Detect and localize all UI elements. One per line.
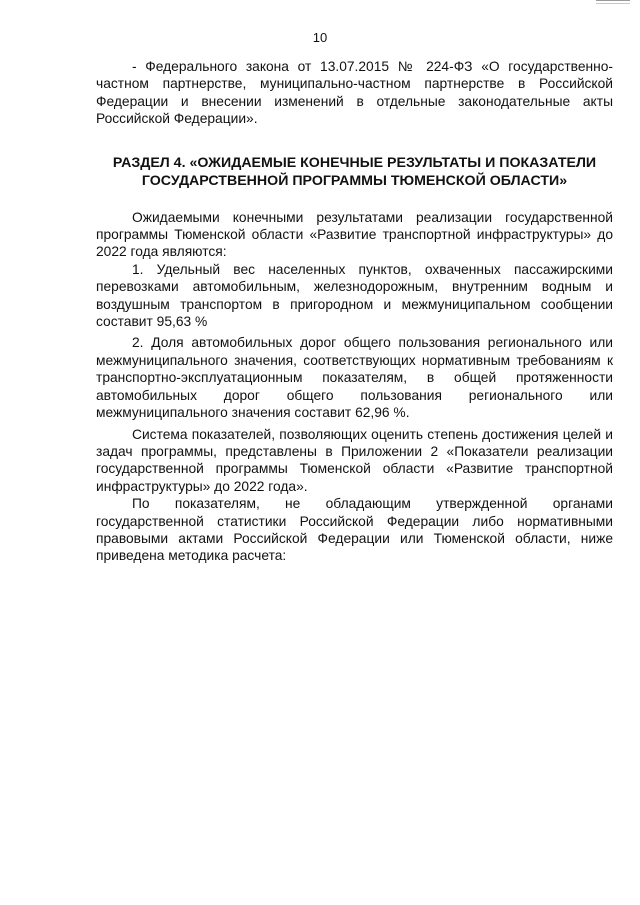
scan-edge-mark bbox=[596, 0, 630, 4]
results-intro-paragraph: Ожидаемыми конечными результатами реализации государственной программы Тюменской области «Развитие транспортной инфраструктуры» до 2022 года являются: bbox=[96, 209, 613, 260]
intro-paragraph: - Федерального закона от 13.07.2015 № 224-ФЗ «О государственно-частном партнерстве, муниципально-частном партнерстве в Российской Федерации и внесении изменений в отдельные законодательные акты Российской Федерации». bbox=[96, 59, 613, 127]
indicators-system-paragraph: Система показателей, позволяющих оценить степень достижения целей и задач программы, представлены в Приложении 2 «Показатели реализации государственной программы Тюменской области «Развитие транспортной инфраструктуры» до 2022 года». bbox=[96, 426, 613, 494]
page-number: 10 bbox=[312, 30, 328, 45]
section-title: РАЗДЕЛ 4. «ОЖИДАЕМЫЕ КОНЕЧНЫЕ РЕЗУЛЬТАТЫ И ПОКАЗАТЕЛИ ГОСУДАРСТВЕННОЙ ПРОГРАММЫ ТЮМЕНСКОЙ ОБЛАСТИ» bbox=[112, 154, 597, 189]
methodology-paragraph: По показателям, не обладающим утвержденной органами государственной статистики Российской Федерации либо нормативными правовыми актами Российской Федерации или Тюменской области, ниже приведена методика расчета: bbox=[96, 496, 613, 564]
result-item-2: 2. Доля автомобильных дорог общего пользования регионального или межмуниципального значения, соответствующих нормативным требованиям к транспортно-эксплуатационным показателям, в общей протяженности автомобильных дорог общего пользования регионального или межмуниципального значения составит 62,96 %. bbox=[96, 335, 613, 421]
document-body bbox=[96, 58, 613, 565]
result-item-1: 1. Удельный вес населенных пунктов, охваченных пассажирскими перевозками автомобильным, железнодорожным, внутренним водным и воздушным транспортом в пригородном и межмуниципальном сообщении составит 95,63 % bbox=[96, 261, 613, 330]
